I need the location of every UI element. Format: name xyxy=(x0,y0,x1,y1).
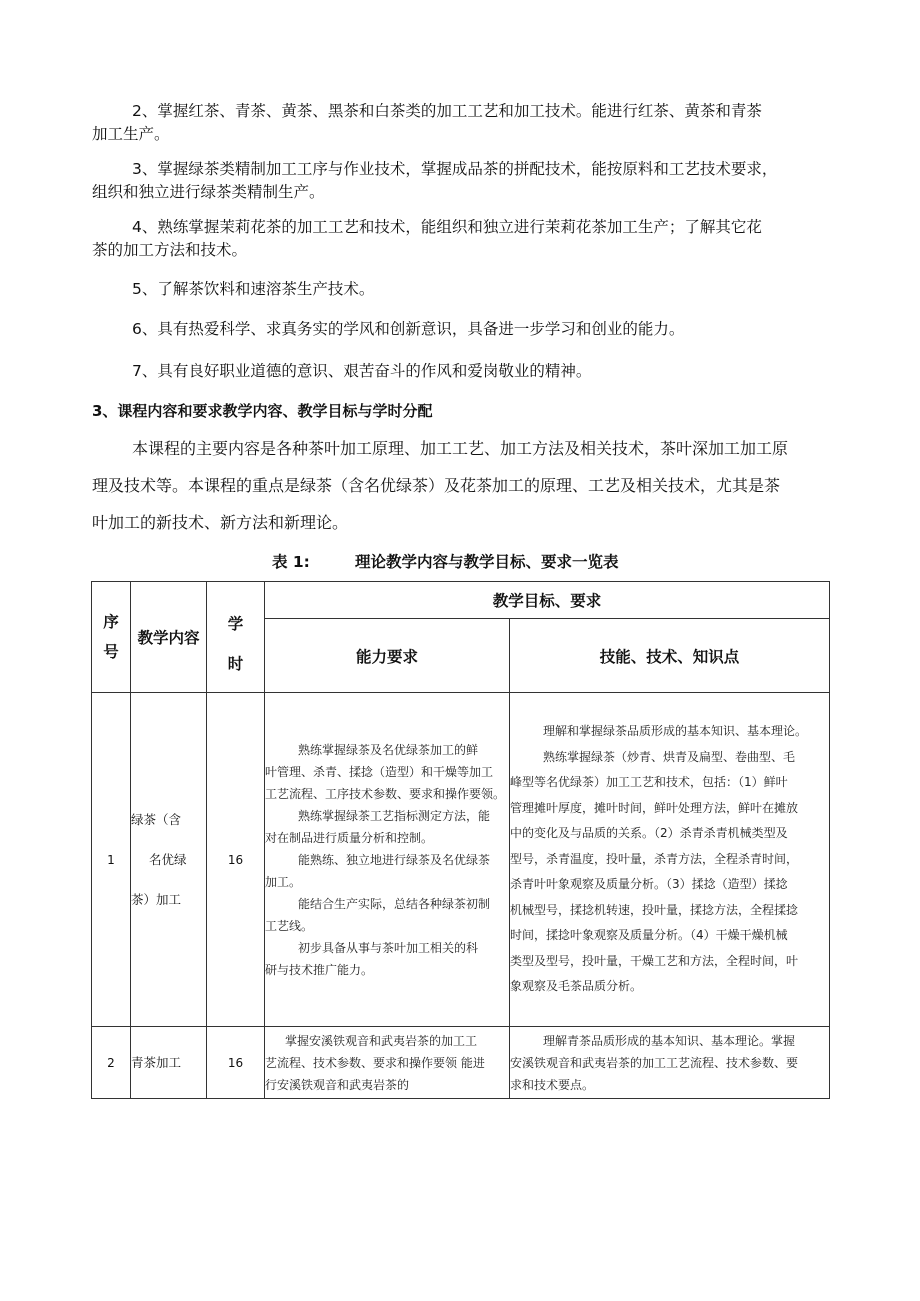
row-skills xyxy=(510,1027,830,1099)
ability-line: 加工。 xyxy=(265,874,302,889)
skills-line: 象观察及毛茶品质分析。 xyxy=(510,979,643,994)
header-hours-a: 学 xyxy=(227,615,244,633)
skills-line: 型号，杀青温度，投叶量，杀青方法，全程杀青时间， xyxy=(510,851,799,866)
table-row xyxy=(92,693,830,1027)
row-content-line: 茶）加工 xyxy=(131,891,182,907)
row-number: 1 xyxy=(92,693,131,1027)
row-hours: 16 xyxy=(207,693,265,1027)
objective-item xyxy=(92,100,837,146)
objective-item xyxy=(92,360,837,383)
objective-line: 5、了解茶饮料和速溶茶生产技术。 xyxy=(132,280,375,298)
skills-line: 中的变化及与品质的关系。（2）杀青杀青机械类型及 xyxy=(510,826,788,841)
ability-line: 熟练掌握绿茶及名优绿茶加工的鲜 xyxy=(298,742,479,757)
objective-line: 6、具有热爱科学、求真务实的学风和创新意识，具备进一步学习和创业的能力。 xyxy=(132,320,685,338)
intro-line: 叶加工的新技术、新方法和新理论。 xyxy=(92,513,349,532)
intro-line: 本课程的主要内容是各种茶叶加工原理、加工工艺、加工方法及相关技术，茶叶深加工加工原 xyxy=(132,439,789,458)
ability-line: 掌握安溪铁观音和武夷岩茶的加工工 xyxy=(285,1033,478,1048)
header-seq-b: 号 xyxy=(103,643,119,661)
objective-item xyxy=(92,278,837,301)
objective-item xyxy=(92,158,837,204)
intro-paragraph xyxy=(92,430,837,541)
intro-line: 理及技术等。本课程的重点是绿茶（含名优绿茶）及花茶加工的原理、工艺及相关技术，尤其是茶 xyxy=(92,476,781,495)
objective-line: 2、掌握红茶、青茶、黄茶、黑茶和白茶类的加工工艺和加工技术。能进行红茶、黄茶和青茶 xyxy=(132,102,762,120)
objective-item xyxy=(92,216,837,262)
skills-line: 机械型号，揉捻机转速，投叶量，揉捻方法，全程揉捻 xyxy=(510,902,799,917)
header-hours xyxy=(207,582,265,693)
skills-line: 管理摊叶厚度，摊叶时间，鲜叶处理方法，鲜叶在摊放 xyxy=(510,800,799,815)
objective-line: 组织和独立进行绿茶类精制生产。 xyxy=(92,183,325,201)
ability-line: 叶管理、杀青、揉捻（造型）和干燥等加工 xyxy=(265,764,494,779)
table-caption-text: 理论教学内容与教学目标、要求一览表 xyxy=(355,553,619,571)
table-caption-label: 表 1: xyxy=(272,553,310,571)
ability-line: 对在制品进行质量分析和控制。 xyxy=(265,830,434,845)
skills-line: 理解和掌握绿茶品质形成的基本知识、基本理论。 xyxy=(543,724,808,739)
skills-line: 峰型等名优绿茶）加工工艺和技术，包括：（1）鲜叶 xyxy=(510,775,788,790)
objective-line: 4、熟练掌握茉莉花茶的加工工艺和技术，能组织和独立进行茉莉花茶加工生产；了解其它花 xyxy=(132,218,762,236)
row-hours: 16 xyxy=(207,1027,265,1099)
objective-line: 7、具有良好职业道德的意识、艰苦奋斗的作风和爱岗敬业的精神。 xyxy=(132,362,592,380)
row-content-line: 名优绿 xyxy=(149,851,187,867)
skills-line: 熟练掌握绿茶（炒青、烘青及扁型、卷曲型、毛 xyxy=(543,749,796,764)
ability-line: 艺流程、技术参数、要求和操作要领 能进 xyxy=(265,1055,485,1070)
row-skills xyxy=(510,693,830,1027)
skills-line: 理解青茶品质形成的基本知识、基本理论。掌握 xyxy=(543,1033,796,1048)
header-seq-a: 序 xyxy=(103,613,119,631)
teaching-objectives-table xyxy=(91,581,830,1099)
ability-line: 工艺流程、工序技术参数、要求和操作要领。 xyxy=(265,786,506,801)
skills-line: 求和技术要点。 xyxy=(510,1077,595,1092)
row-number: 2 xyxy=(92,1027,131,1099)
row-content-line: 绿茶（含 xyxy=(131,811,182,827)
skills-line: 时间，揉捻叶象观察及质量分析。（4）干燥干燥机械 xyxy=(510,928,788,943)
objective-line: 3、掌握绿茶类精制加工工序与作业技术，掌握成品茶的拼配技术，能按原料和工艺技术要求， xyxy=(132,160,778,178)
row-ability xyxy=(265,1027,510,1099)
objective-line: 加工生产。 xyxy=(92,125,170,143)
row-content xyxy=(131,693,207,1027)
ability-line: 能结合生产实际，总结各种绿茶初制 xyxy=(298,896,491,911)
skills-line: 类型及型号，投叶量，干燥工艺和方法，全程时间，叶 xyxy=(510,953,799,968)
ability-line: 研与技术推广能力。 xyxy=(265,962,374,977)
header-content: 教学内容 xyxy=(131,582,207,693)
row-ability xyxy=(265,693,510,1027)
skills-line: 安溪铁观音和武夷岩茶的加工工艺流程、技术参数、要 xyxy=(510,1055,799,1070)
section-title: 3、课程内容和要求教学内容、教学目标与学时分配 xyxy=(92,402,433,420)
objective-item xyxy=(92,318,837,341)
header-objectives: 教学目标、要求 xyxy=(265,582,830,619)
row-content-line: 青茶加工 xyxy=(131,1054,182,1070)
ability-line: 能熟练、独立地进行绿茶及名优绿茶 xyxy=(298,852,491,867)
row-content xyxy=(131,1027,207,1099)
ability-line: 行安溪铁观音和武夷岩茶的 xyxy=(265,1077,410,1092)
ability-line: 初步具备从事与茶叶加工相关的科 xyxy=(298,940,479,955)
header-seq xyxy=(92,582,131,693)
header-hours-b: 时 xyxy=(227,655,244,673)
objective-line: 茶的加工方法和技术。 xyxy=(92,241,248,259)
table-row xyxy=(92,1027,830,1099)
header-skills: 技能、技术、知识点 xyxy=(510,619,830,693)
ability-line: 工艺线。 xyxy=(265,918,314,933)
ability-line: 熟练掌握绿茶工艺指标测定方法，能 xyxy=(298,808,491,823)
skills-line: 杀青叶叶象观察及质量分析。（3）揉捻（造型）揉捻 xyxy=(510,877,788,892)
header-ability: 能力要求 xyxy=(265,619,510,693)
